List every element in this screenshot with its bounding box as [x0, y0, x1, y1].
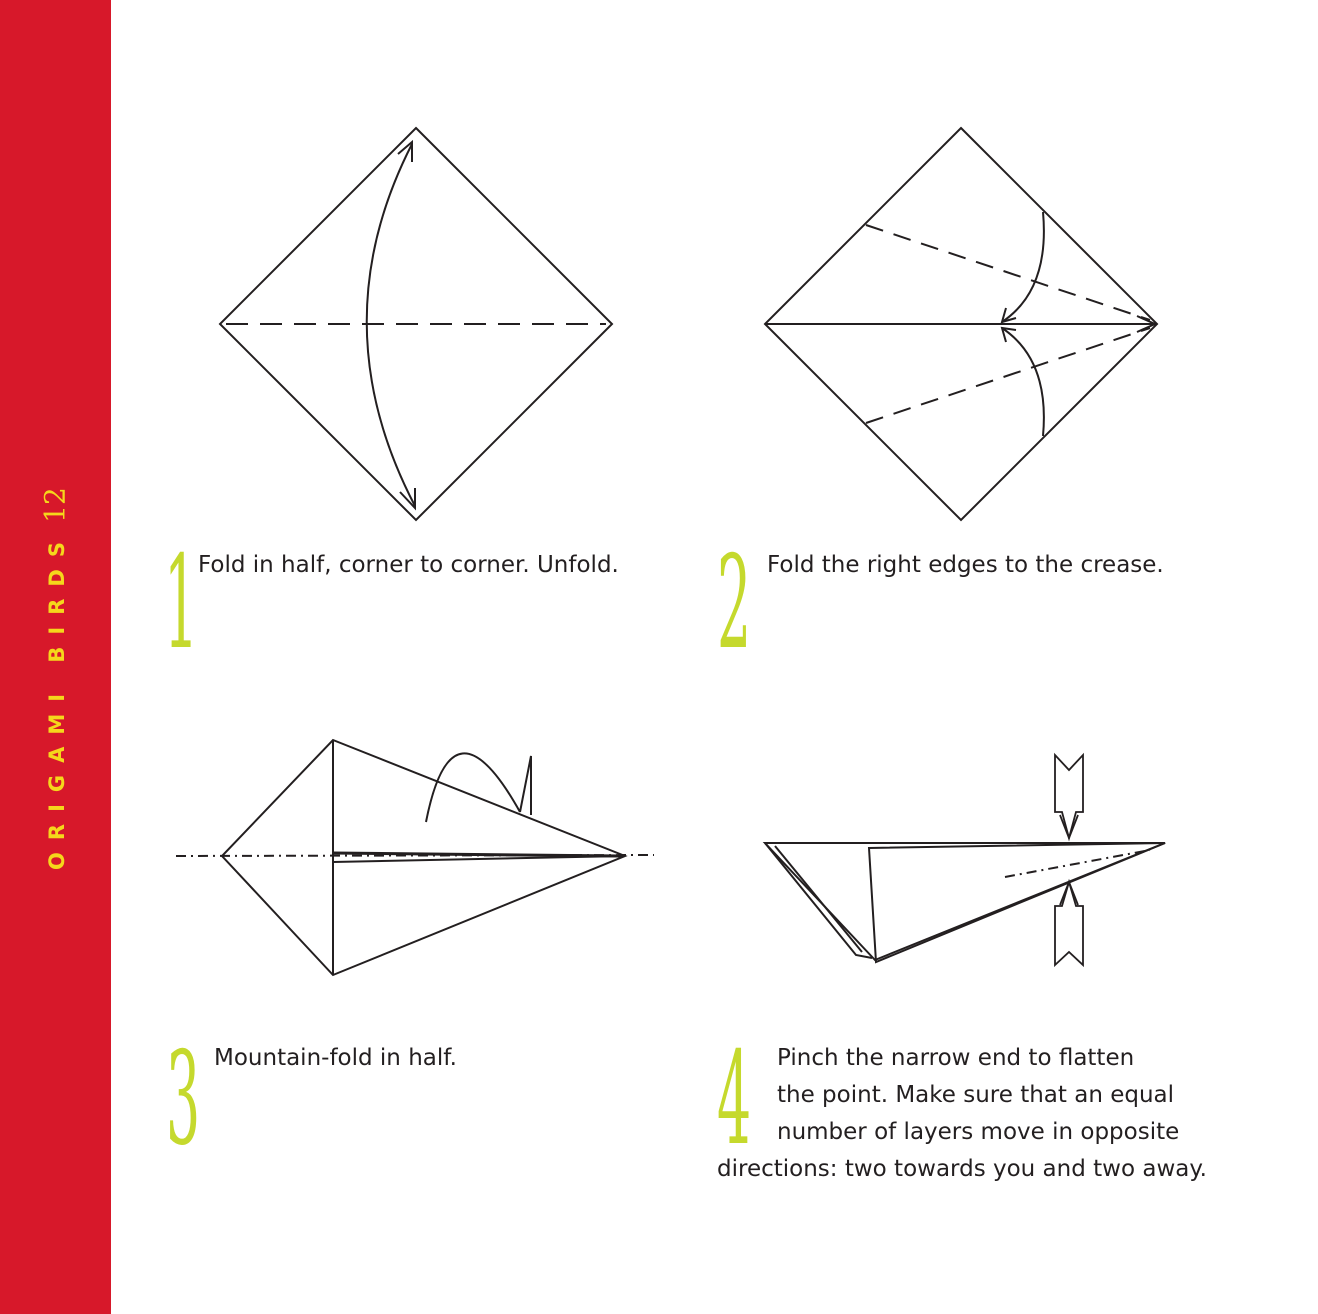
- step-4-line-1: Pinch the narrow end to flatten: [777, 1045, 1135, 1071]
- step-3-number: 3: [166, 1025, 201, 1174]
- book-title: ORIGAMI BIRDS: [45, 530, 69, 870]
- step-4-line-4: directions: two towards you and two away.: [717, 1156, 1207, 1182]
- step-1-text: Fold in half, corner to corner. Unfold.: [198, 552, 619, 578]
- step-3-text: Mountain-fold in half.: [214, 1045, 457, 1071]
- step-2-number: 2: [717, 529, 752, 678]
- step-3-diagram: [176, 740, 654, 975]
- page-number: 12: [38, 487, 72, 523]
- step-1-number: 1: [164, 529, 199, 678]
- step-1-diagram: [220, 128, 612, 520]
- step-4-number: 4: [717, 1025, 752, 1174]
- step-4-diagram: [765, 755, 1165, 965]
- step-2-text: Fold the right edges to the crease.: [767, 552, 1164, 578]
- step-4-line-2: the point. Make sure that an equal: [777, 1082, 1175, 1108]
- step-2-diagram: [765, 128, 1157, 520]
- step-4-line-3: number of layers move in opposite: [777, 1119, 1180, 1145]
